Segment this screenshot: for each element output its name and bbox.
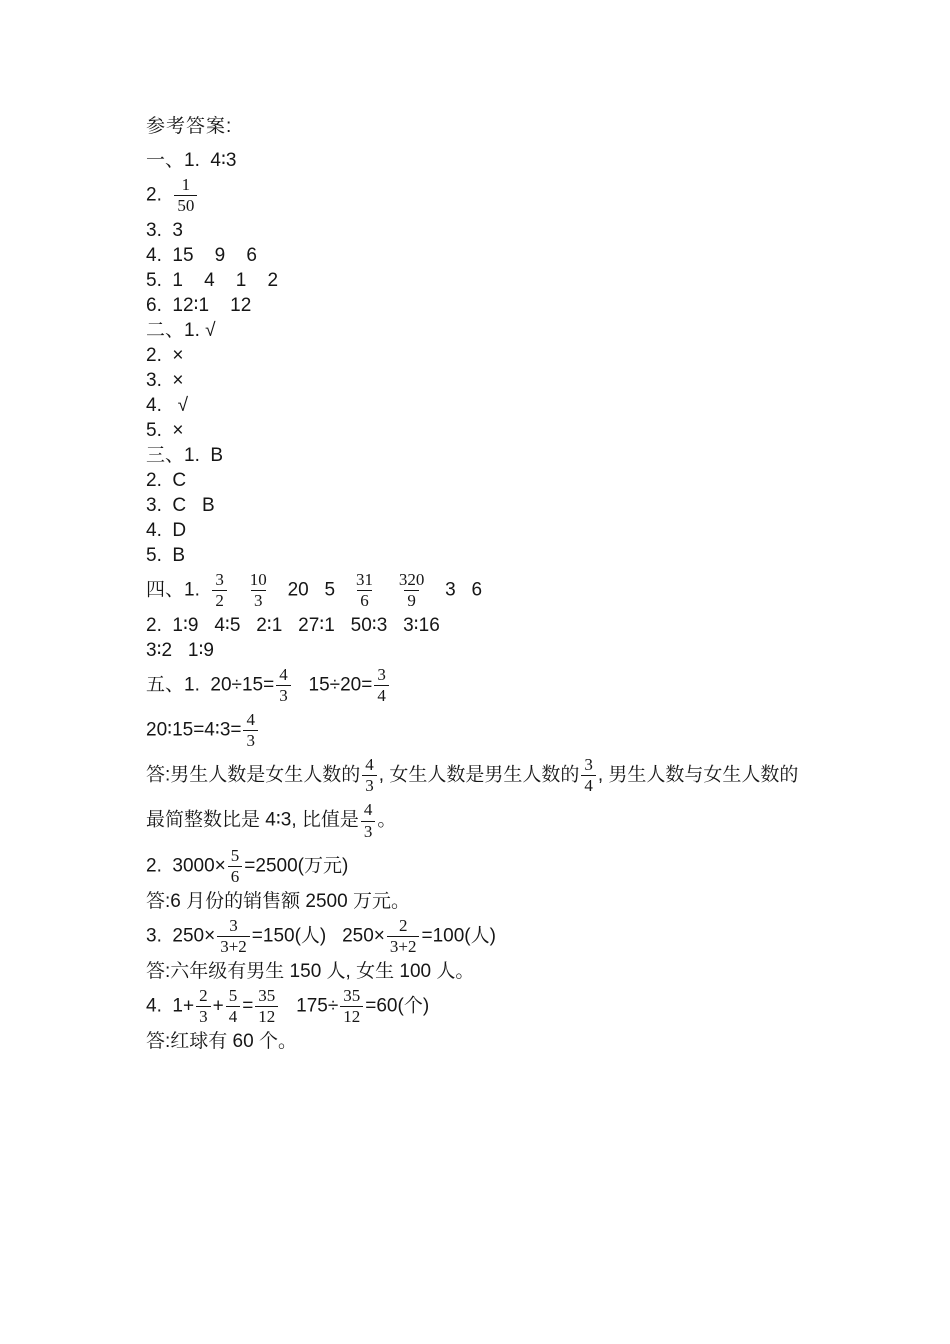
fraction-numerator: 4 xyxy=(279,665,288,685)
fraction xyxy=(276,665,291,706)
fraction xyxy=(212,570,227,611)
text-run: , 女生人数是男生人数的 xyxy=(378,764,580,786)
doc-line xyxy=(146,959,886,984)
doc-line xyxy=(146,984,886,1029)
text-run: + xyxy=(212,995,224,1017)
doc-line xyxy=(146,393,886,418)
text-run: 2. 1∶9 4∶5 2∶1 27∶1 50∶3 3∶16 xyxy=(146,615,440,637)
fraction-denominator: 3 xyxy=(276,685,291,706)
doc-line xyxy=(146,343,886,368)
text-run: 4. 15 9 6 xyxy=(146,245,257,267)
text-run: 3. 250× xyxy=(146,925,216,947)
fraction-denominator: 6 xyxy=(357,590,372,611)
text-run: 2. C xyxy=(146,470,187,492)
doc-line xyxy=(146,638,886,663)
fraction-denominator: 12 xyxy=(255,1006,278,1027)
text-run: 3∶2 1∶9 xyxy=(146,640,214,662)
text-run: = xyxy=(242,995,254,1017)
fraction-denominator: 3 xyxy=(362,775,377,796)
fraction-denominator: 3 xyxy=(251,590,266,611)
text-run: 15÷20= xyxy=(292,674,373,696)
doc-line xyxy=(146,418,886,443)
fraction-denominator: 12 xyxy=(340,1006,363,1027)
text-run: 3. 3 xyxy=(146,220,183,242)
doc-line xyxy=(146,218,886,243)
text-run: 二、1. √ xyxy=(146,320,216,342)
fraction xyxy=(362,755,377,796)
text-run: 一、1. 4∶3 xyxy=(146,150,237,171)
fraction xyxy=(581,755,596,796)
text-run: 4. D xyxy=(146,520,187,542)
doc-line xyxy=(146,293,886,318)
fraction-denominator: 9 xyxy=(404,590,419,611)
doc-lines xyxy=(146,148,886,1054)
fraction-numerator: 320 xyxy=(398,570,425,590)
fraction xyxy=(340,986,363,1027)
fraction xyxy=(243,710,258,751)
doc-line xyxy=(146,148,886,173)
text-run: 20∶15=4∶3= xyxy=(146,719,242,741)
fraction xyxy=(228,846,243,887)
doc-line xyxy=(146,173,886,218)
text-run: 20 5 xyxy=(271,579,351,601)
fraction-numerator: 3 xyxy=(229,915,238,935)
doc-line xyxy=(146,468,886,493)
text-run: , 男生人数与女生人数的 xyxy=(597,764,799,786)
fraction-denominator: 3 xyxy=(361,821,376,842)
text-run: 4. √ xyxy=(146,395,189,417)
fraction-numerator: 3 xyxy=(377,665,386,685)
fraction xyxy=(374,665,389,706)
page-title: 参考答案: xyxy=(146,116,233,137)
fraction xyxy=(217,916,250,957)
fraction xyxy=(361,800,376,841)
text-run: =150(人) 250× xyxy=(251,925,385,947)
text-run: 答:男生人数是女生人数的 xyxy=(146,764,361,786)
text-run: 5. × xyxy=(146,420,184,442)
doc-line xyxy=(146,753,886,798)
text-run xyxy=(229,580,245,601)
doc-line xyxy=(146,613,886,638)
doc-line xyxy=(146,518,886,543)
doc-line xyxy=(146,914,886,959)
fraction xyxy=(247,570,270,611)
fraction xyxy=(196,986,211,1027)
fraction xyxy=(396,570,428,611)
text-run xyxy=(378,580,394,601)
text-run: =100(人) xyxy=(421,925,496,947)
fraction-denominator: 3 xyxy=(196,1006,211,1027)
fraction-numerator: 31 xyxy=(355,570,373,590)
fraction xyxy=(353,570,376,611)
doc-line xyxy=(146,493,886,518)
fraction-numerator: 2 xyxy=(398,915,408,935)
fraction-denominator: 6 xyxy=(228,866,243,887)
doc-line xyxy=(146,268,886,293)
fraction xyxy=(387,916,420,957)
doc-line xyxy=(146,368,886,393)
text-run: 。 xyxy=(377,810,397,832)
fraction-denominator: 50 xyxy=(174,195,197,216)
fraction-numerator: 5 xyxy=(228,985,238,1005)
text-run: 三、1. B xyxy=(146,445,224,467)
doc-line xyxy=(146,889,886,914)
doc-line xyxy=(146,443,886,468)
text-run: 3. × xyxy=(146,370,184,392)
doc-line xyxy=(146,318,886,343)
text-run: 四、1. xyxy=(146,579,211,601)
text-run: 6. 12∶1 12 xyxy=(146,295,252,317)
doc-line xyxy=(146,1029,886,1054)
text-run: 2. xyxy=(146,184,173,206)
text-run: =60(个) xyxy=(365,995,430,1017)
fraction-denominator: 4 xyxy=(374,685,389,706)
fraction-numerator: 5 xyxy=(230,845,240,865)
text-run: 2. × xyxy=(146,345,184,367)
fraction-numerator: 35 xyxy=(258,985,276,1005)
fraction-denominator: 4 xyxy=(581,775,596,796)
doc-line xyxy=(146,844,886,889)
text-run: 答:红球有 60 个。 xyxy=(146,1030,297,1052)
fraction-numerator: 3 xyxy=(584,755,593,775)
text-run: 3. C B xyxy=(146,495,215,517)
fraction-numerator: 4 xyxy=(246,710,255,730)
text-run: 175÷ xyxy=(280,995,339,1017)
text-run: 3 6 xyxy=(429,579,483,601)
text-run: 5. B xyxy=(146,545,186,567)
doc-line xyxy=(146,708,886,753)
answer-sheet xyxy=(146,114,886,1054)
fraction-numerator: 4 xyxy=(363,800,373,820)
fraction xyxy=(174,175,197,216)
text-run: =2500(万元) xyxy=(244,855,349,877)
fraction-numerator: 35 xyxy=(343,985,361,1005)
fraction-denominator: 3+2 xyxy=(387,936,420,957)
fraction-denominator: 3+2 xyxy=(217,936,250,957)
text-run: 最简整数比是 4∶3, 比值是 xyxy=(146,810,359,832)
doc-line xyxy=(146,663,886,708)
text-run: 5. 1 4 1 2 xyxy=(146,270,279,292)
doc-line xyxy=(146,798,886,843)
text-run: 4. 1+ xyxy=(146,995,195,1017)
text-run: 答:六年级有男生 150 人, 女生 100 人。 xyxy=(146,960,475,982)
text-run: 2. 3000× xyxy=(146,855,226,877)
doc-line xyxy=(146,543,886,568)
fraction-denominator: 3 xyxy=(243,730,258,751)
doc-line xyxy=(146,568,886,613)
fraction-numerator: 10 xyxy=(249,570,267,590)
text-run: 答:6 月份的销售额 2500 万元。 xyxy=(146,890,410,912)
fraction-denominator: 4 xyxy=(226,1006,241,1027)
fraction-numerator: 3 xyxy=(215,570,224,590)
doc-line xyxy=(146,243,886,268)
fraction-denominator: 2 xyxy=(212,590,227,611)
text-run: 五、1. 20÷15= xyxy=(146,674,275,696)
fraction-numerator: 1 xyxy=(181,175,191,194)
fraction xyxy=(255,986,278,1027)
fraction-numerator: 2 xyxy=(199,985,208,1005)
fraction-numerator: 4 xyxy=(365,755,374,775)
fraction xyxy=(226,986,241,1027)
